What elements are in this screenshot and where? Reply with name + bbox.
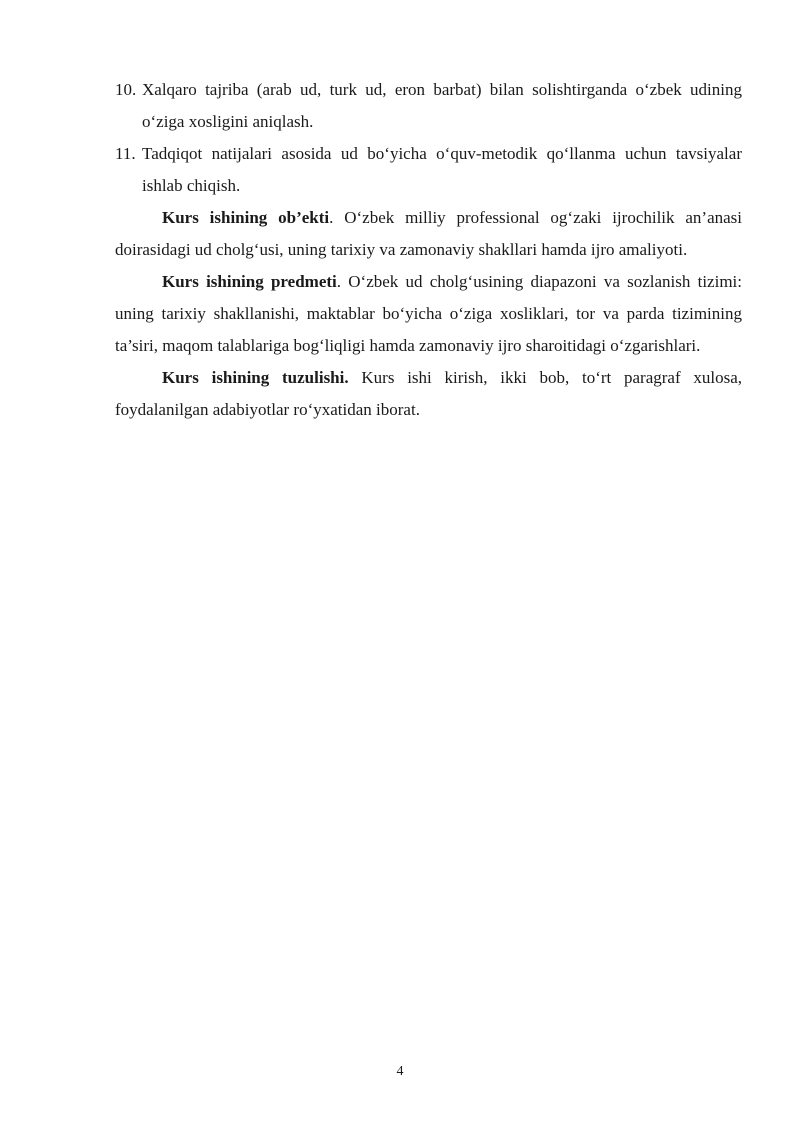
list-item xyxy=(115,74,742,138)
paragraph-heading: Kurs ishining predmeti xyxy=(162,272,337,291)
paragraph-text: . O‘zbek ud cholg‘usining diapazoni va sozlanish tizimi: uning tarixiy shakllanishi, maktablar bo‘yicha o‘ziga xosliklari, tor va parda tizimining ta’siri, maqom talablariga bog‘liqligi hamda zamonaviy ijro sharoitidagi o‘zgarishlari. xyxy=(115,272,742,355)
paragraph-text: . O‘zbek milliy professional og‘zaki ijrochilik an’anasi doirasidagi ud cholg‘usi, uning tarixiy va zamonaviy shakllari hamda ijro amaliyoti. xyxy=(115,208,742,259)
page-body xyxy=(115,74,742,426)
list-item-text: Xalqaro tajriba (arab ud, turk ud, eron barbat) bilan solishtirganda o‘zbek udining o‘ziga xosligini aniqlash. xyxy=(142,80,742,131)
list-item-number: 10. xyxy=(115,80,137,99)
paragraph-text: Kurs ishi kirish, ikki bob, to‘rt paragraf xulosa, foydalanilgan adabiyotlar ro‘yxatidan iborat. xyxy=(115,368,743,419)
paragraph-heading: Kurs ishining ob’ekti xyxy=(162,208,330,227)
paragraph-heading: Kurs ishining tuzulishi. xyxy=(162,368,349,387)
paragraph-structure xyxy=(115,362,742,426)
list-item xyxy=(115,138,742,202)
page-number: 4 xyxy=(396,1064,404,1079)
paragraph-object xyxy=(115,202,742,266)
list-item-text: Tadqiqot natijalari asosida ud bo‘yicha o‘quv-metodik qo‘llanma uchun tavsiyalar ishlab chiqish. xyxy=(142,144,742,195)
list-item-number: 11. xyxy=(115,144,136,163)
paragraph-subject xyxy=(115,266,742,362)
